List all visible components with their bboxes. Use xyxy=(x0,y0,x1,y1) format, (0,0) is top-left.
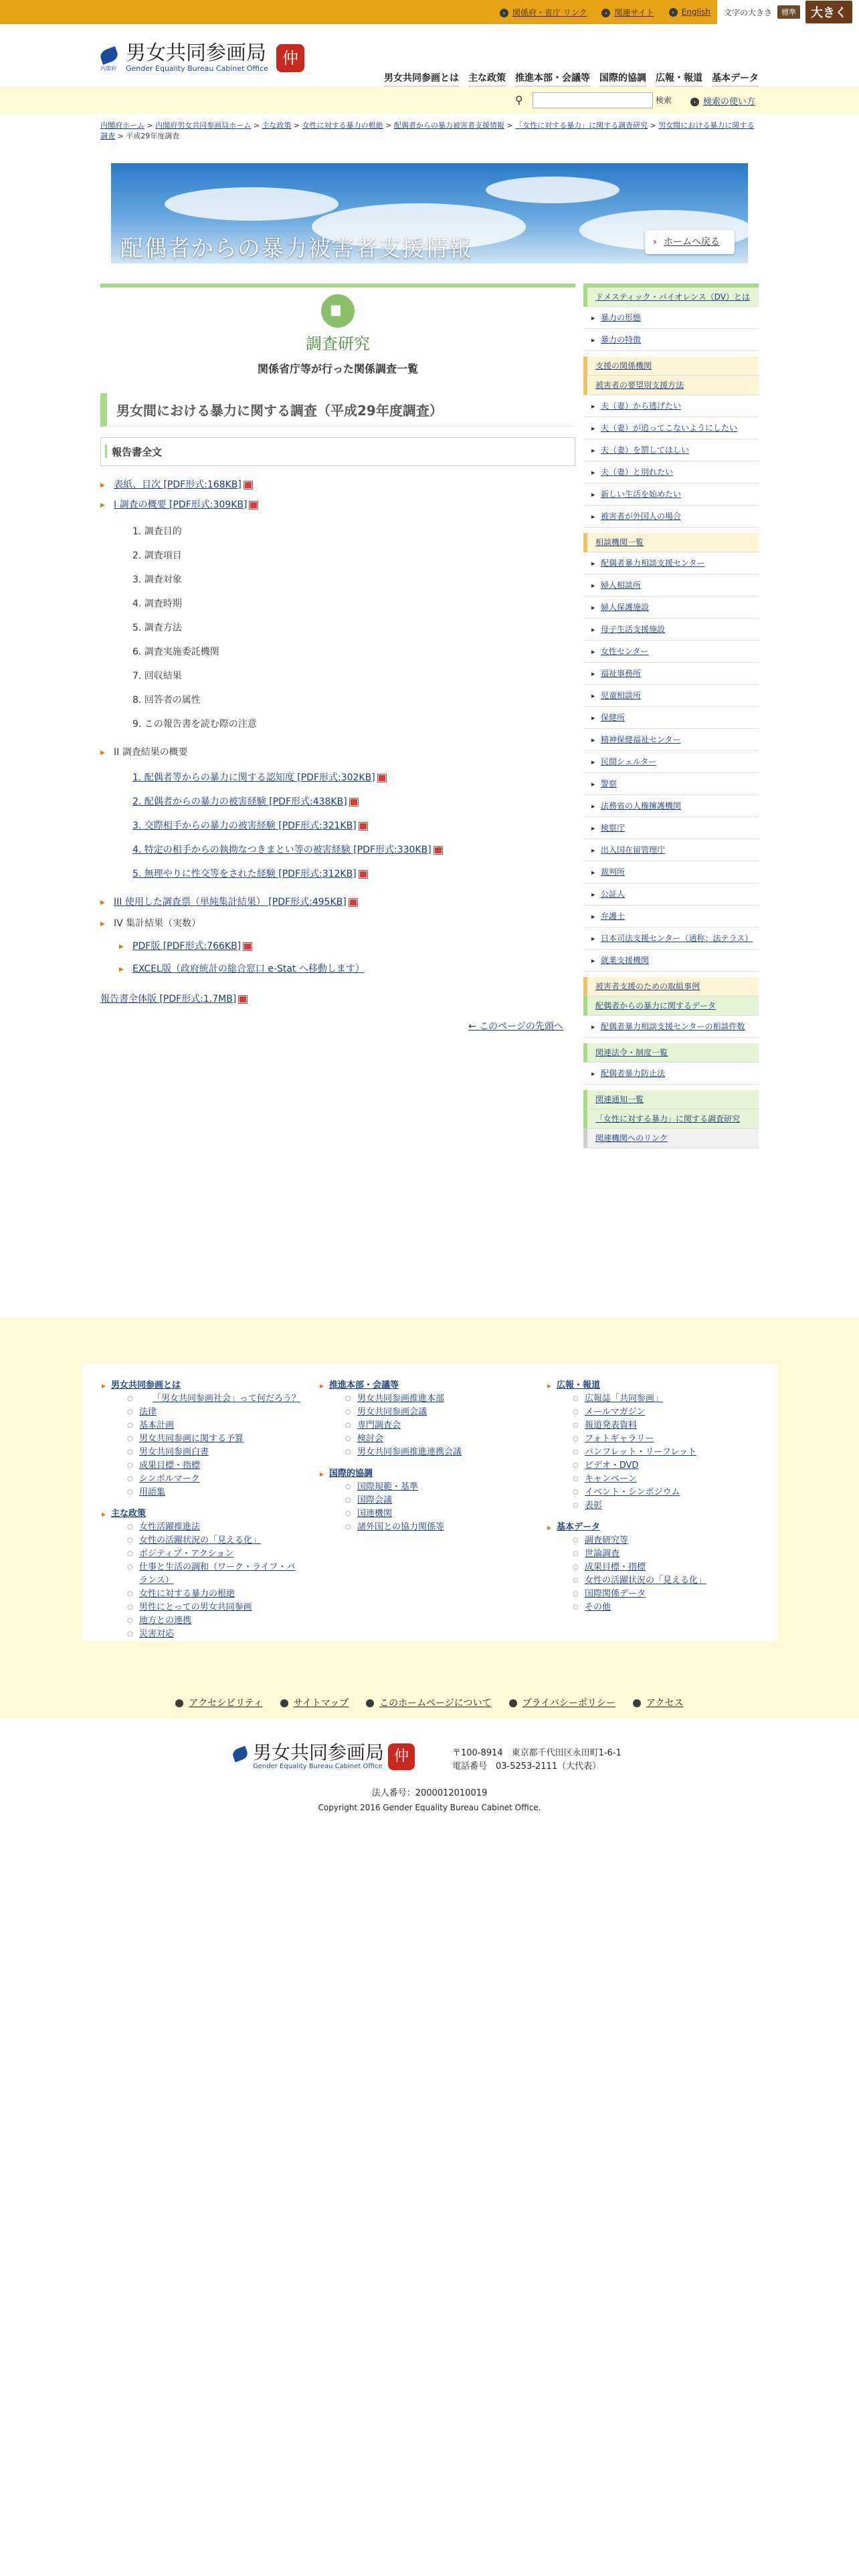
footer-link[interactable]: ○ 地方との連携 xyxy=(102,1614,300,1628)
footer-link[interactable]: ○ 法律 xyxy=(102,1406,300,1419)
pdf-icon xyxy=(378,774,386,782)
footer-link[interactable]: ○ 「男女共同参画社会」って何だろう？ xyxy=(102,1392,300,1406)
gnav-international[interactable]: 国際的協調 xyxy=(599,71,646,87)
footer-heading: ▶ 国際的協調 xyxy=(320,1467,462,1481)
sidebar-item[interactable]: ▶ 福祉事務所 xyxy=(583,663,759,685)
sidebar-item[interactable]: ▶ 夫（妻）を罰してほしい xyxy=(583,439,759,461)
font-size-switcher xyxy=(717,0,859,24)
footer-link[interactable]: ○ 国際会議 xyxy=(320,1494,462,1507)
gnav-council[interactable]: 推進本部・会議等 xyxy=(515,71,590,87)
footer-link[interactable]: ○ 女性の活躍状況の「見える化」 xyxy=(102,1534,300,1547)
tabulation-excel-link[interactable]: EXCEL版（政府統計の総合窓口 e-Stat へ移動します） xyxy=(132,964,365,974)
footer-link[interactable]: ○ 女性に対する暴力の根絶 xyxy=(102,1588,300,1601)
sidebar-heading-cases[interactable]: 被害者支援のための取組事例 xyxy=(583,977,759,996)
list-item: 7. 回収結果 xyxy=(132,671,182,681)
page-title: 男女間における暴力に関する調査（平成29年度調査） xyxy=(100,393,575,427)
gnav-policy[interactable]: 主な政策 xyxy=(468,71,506,87)
list-item: 3. 調査対象 xyxy=(132,574,182,585)
search-howto-link[interactable]: › 検索の使い方 xyxy=(690,94,755,107)
list-item: 8. 回答者の属性 xyxy=(132,695,201,706)
search-bar xyxy=(0,87,859,114)
report-item xyxy=(100,895,575,909)
global-nav xyxy=(384,71,759,87)
sidebar-heading-dv[interactable]: ドメスティック・バイオレンス（DV）とは xyxy=(583,284,759,307)
result-pdf-link[interactable]: 5. 無理やりに性交等をされた経験 [PDF形式:312KB] xyxy=(132,869,357,879)
cabinet-office-mark-icon: 内閣府 xyxy=(100,45,120,72)
pdf-icon xyxy=(359,823,367,830)
main-content xyxy=(100,284,575,1005)
logo-title: 男女共同参画局 xyxy=(126,41,266,65)
top-bar xyxy=(0,0,859,24)
sidebar-heading-links[interactable]: 関連機関へのリンク xyxy=(583,1129,759,1148)
footer-link[interactable]: ○ 国連機関 xyxy=(320,1507,462,1521)
arrow-icon: › xyxy=(500,9,508,17)
footer-logo xyxy=(233,1743,415,1770)
logo-seal-icon: 仲 xyxy=(276,44,304,72)
footer-sitemap xyxy=(82,1364,777,1641)
breadcrumb-link[interactable]: 内閣府ホーム xyxy=(100,121,145,130)
sidebar-item[interactable]: ▶ 民間シェルター xyxy=(583,751,759,773)
report-item xyxy=(100,478,575,492)
report-item xyxy=(100,992,575,1005)
tel-text: 電話番号 03-5253-2111（大代表） xyxy=(452,1761,601,1772)
footer-logo-title: 男女共同参画局 xyxy=(253,1741,385,1763)
main-top-line xyxy=(100,284,575,288)
sidebar-heading-research[interactable]: 「女性に対する暴力」に関する調査研究 xyxy=(583,1109,759,1129)
logo-subtitle: Gender Equality Bureau Cabinet Office xyxy=(126,64,269,73)
font-large-button[interactable]: 大きく xyxy=(805,1,852,23)
sidebar-item[interactable]: ▶ 配偶者暴力相談支援センター xyxy=(583,552,759,574)
top-link-english[interactable]: › English xyxy=(669,7,710,17)
sidebar-heading-support[interactable]: 支援の関係機関 xyxy=(583,356,759,376)
banner-title: 配偶者からの暴力被害者支援情報 xyxy=(120,235,472,262)
pdf-icon xyxy=(244,481,252,489)
breadcrumb-link[interactable]: 女性に対する暴力の根絶 xyxy=(302,121,383,130)
breadcrumb-link[interactable]: 男女間における暴力に関する調査 xyxy=(100,121,755,140)
footer-link[interactable]: ○ 基本計画 xyxy=(102,1419,300,1432)
sidebar-item[interactable]: ▶ 裁判所 xyxy=(583,861,759,883)
category-subtitle: 関係省庁等が行った関係調査一覧 xyxy=(257,362,418,375)
footer-link[interactable]: ○ 用語集 xyxy=(102,1486,300,1499)
sidebar-heading-data[interactable]: 配偶者からの暴力に関するデータ xyxy=(583,996,759,1016)
sidebar-item[interactable]: ▶ 児童相談所 xyxy=(583,685,759,707)
sidebar-item[interactable]: ▶ 検察庁 xyxy=(583,817,759,839)
breadcrumb-link[interactable]: 「女性に対する暴力」に関する調査研究 xyxy=(515,121,648,130)
result-pdf-link[interactable]: 2. 配偶者からの暴力の被害経験 [PDF形式:438KB] xyxy=(132,796,347,807)
footer-link[interactable]: ○ その他 xyxy=(547,1601,706,1614)
breadcrumb-current: 平成29年度調査 xyxy=(126,132,180,140)
footer-link[interactable]: ○ 国際規範・基準 xyxy=(320,1481,462,1494)
list-item: 9. この報告書を読む際の注意 xyxy=(132,719,257,730)
footer-accessibility-link[interactable]: アクセシビリティ xyxy=(175,1696,262,1709)
sidebar-item[interactable]: ▶ 暴力の形態 xyxy=(583,307,759,329)
sidebar-item[interactable]: ▶ 婦人相談所 xyxy=(583,574,759,597)
report-item xyxy=(119,940,575,953)
arrow-icon: › xyxy=(669,8,678,17)
footer-link[interactable]: ○ 男女共同参画に関する予算 xyxy=(102,1432,300,1446)
footer-column xyxy=(320,1379,462,1534)
footer-link[interactable]: ○ 世論調査 xyxy=(547,1547,706,1561)
copyright: Copyright 2016 Gender Equality Bureau Cabinet Office. xyxy=(318,1803,541,1812)
sidebar-item[interactable]: ▶ 母子生活支援施設 xyxy=(583,619,759,641)
footer-link[interactable]: ○ 諸外国との協力関係等 xyxy=(320,1521,462,1534)
footer-link[interactable]: ○ 男性にとっての男女共同参画 xyxy=(102,1601,300,1614)
tabulation-heading: ▶ IV 集計結果（実数） xyxy=(100,917,575,930)
footer-link[interactable]: ○ 広報誌「共同参画」 xyxy=(547,1392,706,1406)
result-pdf-link[interactable]: 4. 特定の相手からの執拗なつきまとい等の被害経験 [PDF形式:330KB] xyxy=(132,845,432,855)
list-item xyxy=(132,867,575,881)
cover-pdf-link[interactable]: 表紙、目次 [PDF形式:168KB] xyxy=(114,479,242,490)
footer-link[interactable]: ○ イベント・シンポジウム xyxy=(547,1486,706,1499)
breadcrumb-link[interactable]: 主な政策 xyxy=(262,121,292,130)
footer-link[interactable]: ○ 報道発表資料 xyxy=(547,1419,706,1432)
sidebar-item[interactable]: ▶ 出入国在留管理庁 xyxy=(583,839,759,861)
gnav-data[interactable]: 基本データ xyxy=(712,71,759,87)
sidebar-item[interactable]: ▶ 公証人 xyxy=(583,883,759,905)
report-item xyxy=(119,962,575,976)
pdf-icon xyxy=(350,798,358,806)
page-top-link[interactable]: ← このページの先頭へ xyxy=(468,1019,563,1033)
list-item xyxy=(132,771,575,784)
breadcrumb: 内閣府ホーム > 内閣府男女共同参画局ホーム > 主な政策 > 女性に対する暴力の根絶 > 配偶者からの暴力被害者支援情報 > 「女性に対する暴力」に関する調査研究 > 男女間における暴力に関する調査 > 平成29年度調査 xyxy=(100,121,755,140)
section-banner xyxy=(111,163,748,263)
footer-link[interactable]: ○ 国際関係データ xyxy=(547,1588,706,1601)
footer-about-link[interactable]: このホームページについて xyxy=(366,1696,491,1709)
sidebar-item[interactable]: ▶ 法務省の人権擁護機関 xyxy=(583,795,759,817)
pdf-icon xyxy=(349,899,357,906)
list-item: 6. 調査実施委託機関 xyxy=(132,647,219,657)
footer-link[interactable]: ○ 災害対応 xyxy=(102,1628,300,1641)
footer-link[interactable]: ○ 専門調査会 xyxy=(320,1419,462,1432)
footer-link[interactable]: ○ 仕事と生活の調和（ワーク・ライフ・バランス） xyxy=(102,1561,296,1588)
footer-privacy-link[interactable]: プライバシーポリシー xyxy=(509,1696,615,1709)
footer-heading: ▶ 広報・報道 xyxy=(547,1379,706,1392)
list-item xyxy=(132,795,575,809)
sidebar-item[interactable]: ▶ 夫（妻）から逃げたい xyxy=(583,395,759,417)
cloud-decoration xyxy=(486,177,619,203)
cloud-decoration xyxy=(165,187,339,221)
arrow-icon: › xyxy=(601,9,610,17)
home-button[interactable]: › ホームへ戻る xyxy=(645,230,735,254)
overview-pdf-link[interactable]: I 調査の概要 [PDF形式:309KB] xyxy=(114,500,248,510)
footer-sitemap-link[interactable]: サイトマップ xyxy=(280,1696,349,1709)
footer-link[interactable]: ○ 成果目標・指標 xyxy=(102,1459,300,1473)
gnav-pr[interactable]: 広報・報道 xyxy=(656,71,702,87)
sidebar-item[interactable]: ▶ 暴力の特徴 xyxy=(583,329,759,351)
report-item xyxy=(100,498,575,512)
result-pdf-link[interactable]: 3. 交際相手からの暴力の被害経験 [PDF形式:321KB] xyxy=(132,821,357,831)
footer-link[interactable]: ○ 男女共同参画推進本部 xyxy=(320,1392,462,1406)
top-links xyxy=(500,0,710,24)
result-pdf-link[interactable]: 1. 配偶者等からの暴力に関する認知度 [PDF形式:302KB] xyxy=(132,772,375,783)
pdf-icon xyxy=(434,847,442,854)
sidebar-item[interactable]: ▶ 保健所 xyxy=(583,707,759,729)
sidebar-item[interactable]: ▶ 日本司法支援センター（通称：法テラス） xyxy=(583,928,759,950)
site-header xyxy=(0,24,859,87)
sidebar-item[interactable]: ▶ 被害者が外国人の場合 xyxy=(583,506,759,528)
list-item xyxy=(132,843,575,857)
footer-heading: ▶ 男女共同参画とは xyxy=(102,1379,300,1392)
list-item: 1. 調査目的 xyxy=(132,526,182,537)
list-item xyxy=(132,819,575,833)
list-item: 4. 調査時期 xyxy=(132,599,182,609)
footer-column xyxy=(102,1379,300,1641)
footer-link[interactable]: ○ 表彰 xyxy=(547,1499,706,1513)
full-report-link[interactable]: 報告書全体版 [PDF形式:1.7MB] xyxy=(100,994,237,1004)
sidebar xyxy=(583,284,759,1148)
sidebar-item[interactable]: ▶ 夫（妻）と別れたい xyxy=(583,461,759,484)
results-list xyxy=(132,771,575,881)
sidebar-heading-notices[interactable]: 関連通知一覧 xyxy=(583,1090,759,1109)
pdf-icon xyxy=(239,996,247,1003)
footer-link[interactable]: ○ 検討会 xyxy=(320,1432,462,1446)
sidebar-item[interactable]: ▶ 夫（妻）が追ってこないようにしたい xyxy=(583,417,759,439)
footer-column xyxy=(547,1379,706,1614)
sidebar-heading-consult[interactable]: 相談機関一覧 xyxy=(583,533,759,552)
search-button[interactable]: 検索 xyxy=(656,96,672,105)
footer-address xyxy=(452,1747,622,1774)
footer-links xyxy=(0,1696,859,1709)
footer-heading: ▶ 基本データ xyxy=(547,1521,706,1534)
pdf-icon xyxy=(244,943,252,950)
font-size-label: 文字の大きさ xyxy=(724,7,773,17)
sidebar-item[interactable]: ▶ 配偶者暴力防止法 xyxy=(583,1063,759,1085)
footer-link[interactable]: ○ 男女共同参画推進連携会議 xyxy=(320,1446,462,1459)
pdf-icon xyxy=(359,871,367,878)
font-standard-button[interactable]: 標準 xyxy=(777,5,800,19)
address-text: 〒100-8914 東京都千代田区永田町1-6-1 xyxy=(452,1748,622,1758)
sidebar-heading-laws[interactable]: 関連法令・制度一覧 xyxy=(583,1043,759,1063)
top-link-related[interactable]: › 関連サイト xyxy=(601,7,654,18)
category-title: 調査研究 xyxy=(306,334,370,353)
footer-link[interactable]: ○ 成果目標・指標 xyxy=(547,1561,706,1574)
list-item: 2. 調査項目 xyxy=(132,550,182,561)
overview-list xyxy=(132,525,575,731)
tabulation-pdf-link[interactable]: PDF版 [PDF形式:766KB] xyxy=(132,941,242,952)
search-icon: ⚲ xyxy=(515,94,523,106)
breadcrumb-link[interactable]: 配偶者からの暴力被害者支援情報 xyxy=(393,121,504,130)
sidebar-item[interactable]: ▶ 精神保健福祉センター xyxy=(583,729,759,751)
search-input[interactable] xyxy=(533,92,653,108)
footer-logo-subtitle: Gender Equality Bureau Cabinet Office xyxy=(253,1763,383,1770)
site-logo[interactable] xyxy=(100,43,304,73)
top-link-ministries[interactable]: › 関係府・省庁 リンク xyxy=(500,7,587,18)
footer-link[interactable]: ○ メールマガジン xyxy=(547,1406,706,1419)
gnav-about[interactable]: 男女共同参画とは xyxy=(384,71,459,87)
pdf-icon xyxy=(250,502,258,509)
footer-link[interactable]: ○ 男女共同参画白書 xyxy=(102,1446,300,1459)
sidebar-item[interactable]: ▶ 女性センター xyxy=(583,641,759,663)
corporate-number: 法人番号：2000012010019 xyxy=(371,1788,488,1798)
footer-link[interactable]: ○ 調査研究等 xyxy=(547,1534,706,1547)
breadcrumb-link[interactable]: 内閣府男女共同参画局ホーム xyxy=(155,121,252,130)
section-heading: 報告書全文 xyxy=(100,437,575,466)
chart-icon xyxy=(321,294,355,328)
footer-link[interactable]: ○ 女性の活躍状況の「見える化」 xyxy=(547,1574,706,1588)
footer-link[interactable]: ○ パンフレット・リーフレット xyxy=(547,1446,706,1459)
logo-seal-icon: 仲 xyxy=(388,1743,415,1770)
footer-link[interactable]: ○ シンボルマーク xyxy=(102,1473,300,1486)
arrow-icon: › xyxy=(690,98,699,106)
sidebar-heading-needs[interactable]: 被害者の要望別支援方法 xyxy=(583,376,759,395)
list-item: 5. 調査方法 xyxy=(132,623,182,633)
sidebar-item[interactable]: ▶ 警察 xyxy=(583,773,759,795)
footer-link[interactable]: ○ ポジティブ・アクション xyxy=(102,1547,300,1561)
footer-heading: ▶ 主な政策 xyxy=(102,1507,300,1521)
footer-heading: ▶ 推進本部・会議等 xyxy=(320,1379,462,1392)
footer-access-link[interactable]: アクセス xyxy=(633,1696,684,1709)
footer-link[interactable]: ○ 女性活躍推進法 xyxy=(102,1521,300,1534)
footer-link[interactable]: ○ 男女共同参画会議 xyxy=(320,1406,462,1419)
sidebar-item[interactable]: ▶ 新しい生活を始めたい xyxy=(583,484,759,506)
questionnaire-pdf-link[interactable]: III 使用した調査票（単純集計結果） [PDF形式:495KB] xyxy=(114,897,347,907)
sidebar-item[interactable]: ▶ 婦人保護施設 xyxy=(583,597,759,619)
sidebar-item[interactable]: ▶ 配偶者暴力相談支援センターの相談件数 xyxy=(583,1016,759,1038)
cabinet-office-mark-icon xyxy=(233,1745,249,1768)
sidebar-item[interactable]: ▶ 就業支援機関 xyxy=(583,950,759,972)
footer-link[interactable]: ○ ビデオ・DVD xyxy=(547,1459,706,1473)
results-heading: ▶ II 調査結果の概要 xyxy=(100,746,575,759)
footer-link[interactable]: ○ フォトギャラリー xyxy=(547,1432,706,1446)
footer-link[interactable]: ○ キャンペーン xyxy=(547,1473,706,1486)
sidebar-item[interactable]: ▶ 弁護士 xyxy=(583,905,759,928)
